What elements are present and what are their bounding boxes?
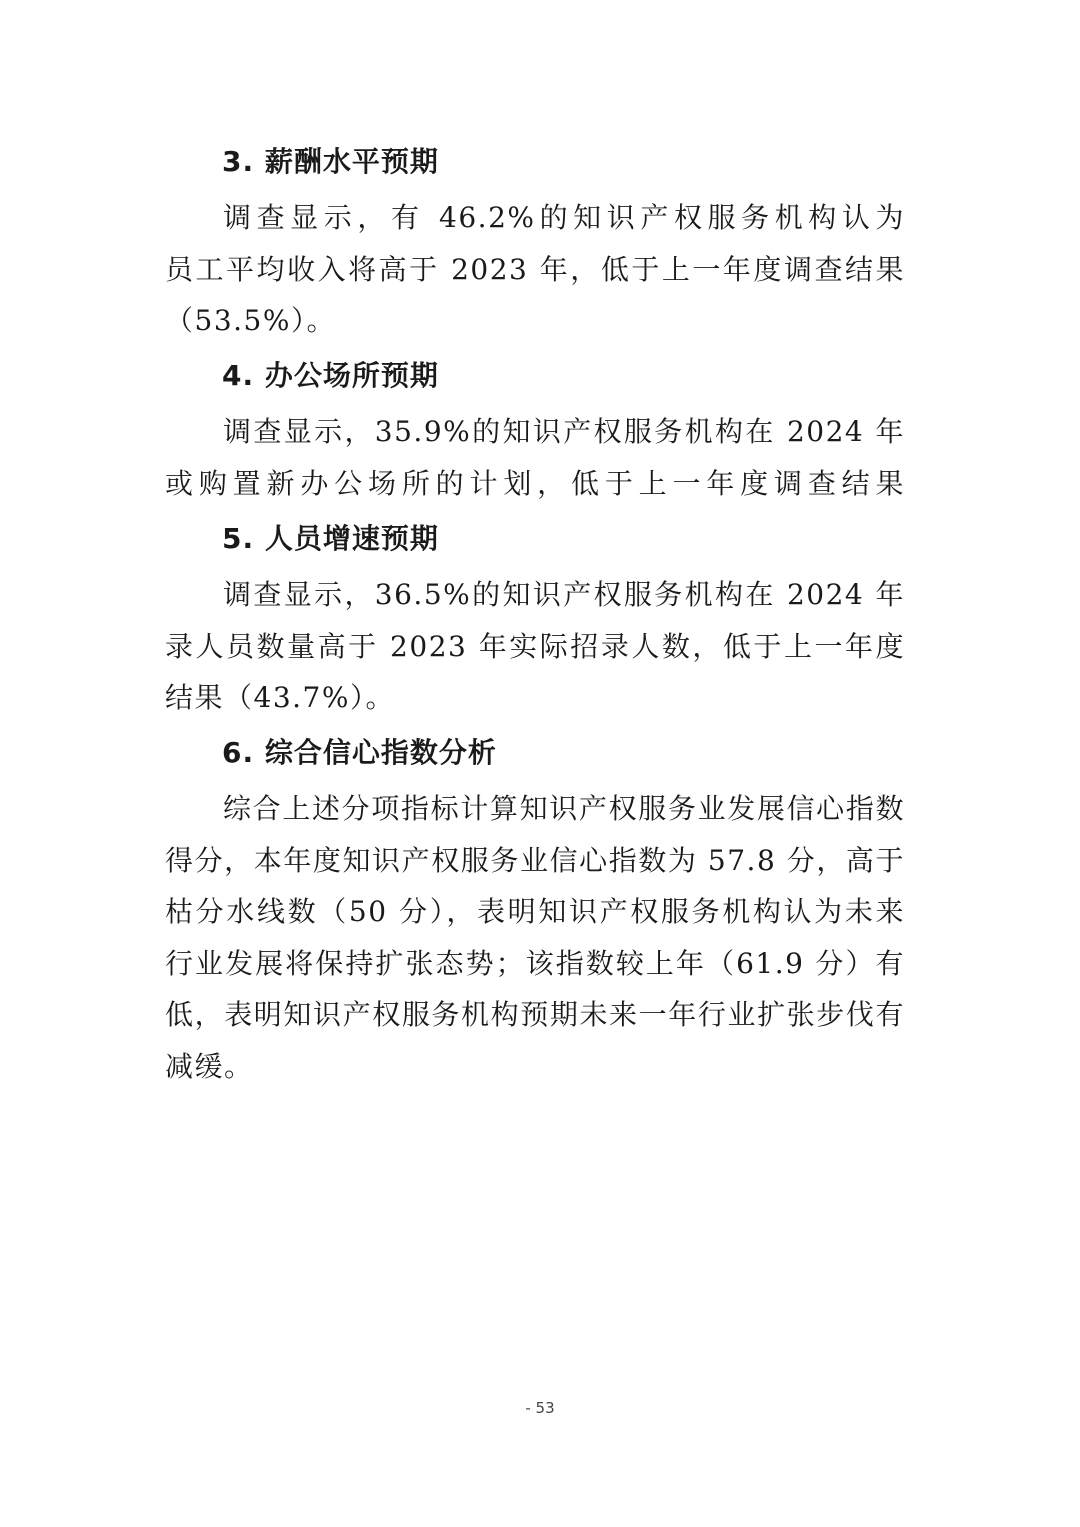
paragraph-line: 得分，本年度知识产权服务业信心指数为 57.8 分，高于 — [165, 843, 905, 877]
paragraph-line: 调查显示，有 46.2%的知识产权服务机构认为 — [223, 201, 905, 234]
paragraph-line: 结果（43.7%）。 — [165, 681, 395, 714]
section-paragraph-confidence-index — [165, 783, 905, 1092]
paragraph-line: 录人员数量高于 2023 年实际招录人数，低于上一年度 — [165, 629, 905, 663]
paragraph-line: 综合上述分项指标计算知识产权服务业发展信心指数 — [223, 792, 905, 825]
paragraph-line: 减缓。 — [165, 1049, 254, 1083]
paragraph-line: 调查显示，35.9%的知识产权服务机构在 2024 年 — [223, 415, 905, 448]
paragraph-line: 枯分水线数（50 分），表明知识产权服务机构认为未来 — [165, 895, 905, 928]
paragraph-line: 员工平均收入将高于 2023 年，低于上一年度调查结果 — [165, 252, 905, 286]
section-paragraph-salary — [165, 192, 905, 347]
paragraph-line: （53.5%）。 — [165, 304, 336, 337]
paragraph-line: 低，表明知识产权服务机构预期未来一年行业扩张步伐有 — [165, 998, 905, 1031]
section-paragraph-staffing — [165, 569, 905, 724]
section-heading-salary: 3. 薪酬水平预期 — [222, 145, 439, 178]
page-number: - 53 — [525, 1399, 555, 1417]
section-heading-confidence-index: 6. 综合信心指数分析 — [222, 736, 497, 769]
section-heading-staffing: 5. 人员增速预期 — [222, 522, 439, 555]
section-paragraph-office — [165, 406, 905, 509]
section-heading-office: 4. 办公场所预期 — [222, 359, 439, 392]
paragraph-line: 或购置新办公场所的计划，低于上一年度调查结果 — [165, 466, 905, 500]
paragraph-line: 行业发展将保持扩张态势；该指数较上年（61.9 分）有 — [165, 946, 905, 980]
paragraph-line: 调查显示，36.5%的知识产权服务机构在 2024 年 — [223, 578, 905, 611]
